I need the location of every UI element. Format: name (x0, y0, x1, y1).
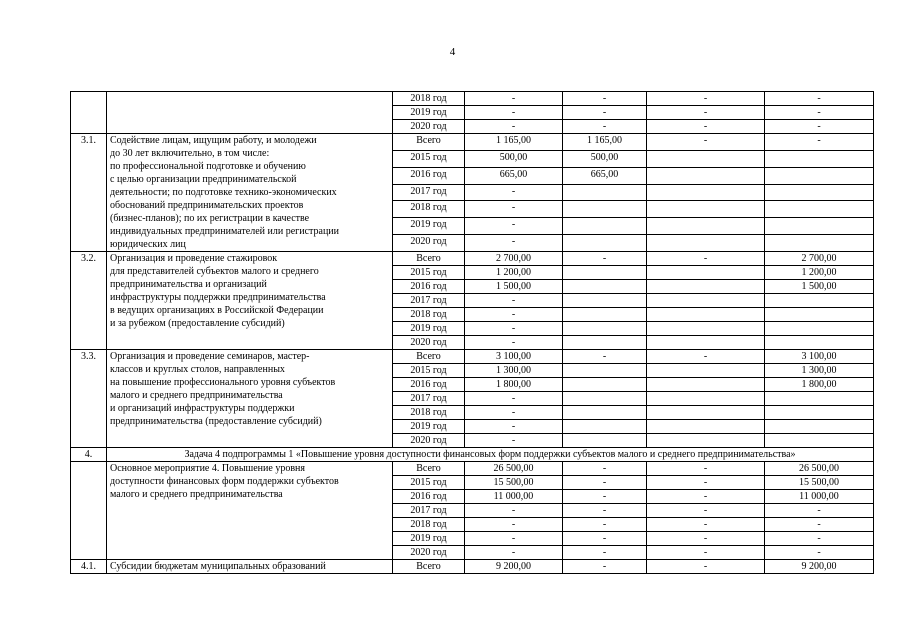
regional-cell (647, 406, 765, 420)
table-row (71, 350, 874, 364)
federal-cell (563, 378, 647, 392)
total-cell: - (465, 434, 563, 448)
other-cell (765, 167, 874, 184)
other-cell (765, 235, 874, 252)
year-cell: 2016 год (393, 490, 465, 504)
federal-cell: - (563, 462, 647, 476)
row-number (71, 92, 107, 134)
federal-cell (563, 364, 647, 378)
total-cell: - (465, 120, 563, 134)
other-cell (765, 392, 874, 406)
regional-cell: - (647, 252, 765, 266)
year-cell: 2015 год (393, 364, 465, 378)
regional-cell: - (647, 462, 765, 476)
description-line: обоснований предпринимательских проектов (110, 200, 304, 211)
regional-cell (647, 201, 765, 218)
table-row (71, 252, 874, 266)
total-cell: 500,00 (465, 150, 563, 167)
description-line: на повышение профессионального уровня субъектов (110, 377, 336, 388)
total-cell: 1 500,00 (465, 280, 563, 294)
year-cell: Всего (393, 134, 465, 151)
regional-cell: - (647, 532, 765, 546)
other-cell: 26 500,00 (765, 462, 874, 476)
other-cell: - (765, 120, 874, 134)
total-cell: - (465, 336, 563, 350)
total-cell: 665,00 (465, 167, 563, 184)
row-number: 3.3. (71, 350, 107, 448)
total-cell: 9 200,00 (465, 560, 563, 574)
other-cell (765, 336, 874, 350)
regional-cell (647, 294, 765, 308)
federal-cell: - (563, 560, 647, 574)
description-line: по профессиональной подготовке и обучению (110, 161, 306, 172)
total-cell: 1 800,00 (465, 378, 563, 392)
year-cell: 2019 год (393, 420, 465, 434)
total-cell: - (465, 218, 563, 235)
total-cell: - (465, 106, 563, 120)
other-cell: 1 300,00 (765, 364, 874, 378)
other-cell: - (765, 106, 874, 120)
federal-cell: - (563, 532, 647, 546)
federal-cell (563, 218, 647, 235)
regional-cell: - (647, 92, 765, 106)
description-line: Основное мероприятие 4. Повышение уровня (110, 463, 305, 474)
year-cell: 2020 год (393, 434, 465, 448)
description-line: малого и среднего предпринимательства (110, 489, 283, 500)
year-cell: 2015 год (393, 150, 465, 167)
other-cell: 1 800,00 (765, 378, 874, 392)
total-cell: - (465, 546, 563, 560)
other-cell: 11 000,00 (765, 490, 874, 504)
federal-cell: - (563, 490, 647, 504)
other-cell: - (765, 504, 874, 518)
total-cell: - (465, 235, 563, 252)
description-line: доступности финансовых форм поддержки субъектов (110, 476, 339, 487)
table-row (71, 448, 874, 462)
regional-cell (647, 308, 765, 322)
task-heading: Задача 4 подпрограммы 1 «Повышение уровня доступности финансовых форм поддержки субъектов малого и среднего предпринимательства» (107, 448, 874, 462)
total-cell: - (465, 184, 563, 201)
other-cell: 2 700,00 (765, 252, 874, 266)
federal-cell (563, 336, 647, 350)
other-cell (765, 150, 874, 167)
page-number: 4 (449, 46, 456, 58)
year-cell: 2018 год (393, 201, 465, 218)
row-number: 4.1. (71, 560, 107, 574)
federal-cell: - (563, 546, 647, 560)
description-line: юридических лиц (110, 239, 186, 250)
description-line: инфраструктуры поддержки предпринимательства (110, 292, 326, 303)
regional-cell (647, 364, 765, 378)
total-cell: 1 300,00 (465, 364, 563, 378)
year-cell: 2017 год (393, 294, 465, 308)
federal-cell: - (563, 106, 647, 120)
year-cell: 2018 год (393, 308, 465, 322)
row-number: 3.1. (71, 134, 107, 252)
year-cell: 2019 год (393, 532, 465, 546)
year-cell: 2020 год (393, 546, 465, 560)
federal-cell (563, 392, 647, 406)
other-cell (765, 294, 874, 308)
year-cell: 2016 год (393, 378, 465, 392)
description-line: и организаций инфраструктуры поддержки (110, 403, 295, 414)
federal-cell: - (563, 350, 647, 364)
total-cell: - (465, 532, 563, 546)
year-cell: 2016 год (393, 280, 465, 294)
year-cell: 2019 год (393, 218, 465, 235)
other-cell: 1 500,00 (765, 280, 874, 294)
total-cell: 15 500,00 (465, 476, 563, 490)
other-cell (765, 184, 874, 201)
description-line: Субсидии бюджетам муниципальных образований (110, 561, 326, 572)
regional-cell (647, 322, 765, 336)
description-line: в ведущих организациях в Российской Федерации (110, 305, 324, 316)
federal-cell: - (563, 252, 647, 266)
description-line: деятельности; по подготовке технико-экономических (110, 187, 337, 198)
federal-cell: - (563, 518, 647, 532)
year-cell: 2017 год (393, 184, 465, 201)
regional-cell: - (647, 490, 765, 504)
row-description (107, 350, 393, 448)
year-cell: Всего (393, 560, 465, 574)
year-cell: 2015 год (393, 476, 465, 490)
regional-cell (647, 420, 765, 434)
regional-cell: - (647, 106, 765, 120)
regional-cell (647, 235, 765, 252)
regional-cell: - (647, 560, 765, 574)
year-cell: 2018 год (393, 92, 465, 106)
year-cell: Всего (393, 350, 465, 364)
year-cell: 2015 год (393, 266, 465, 280)
total-cell: 1 200,00 (465, 266, 563, 280)
description-line: (бизнес-планов); по их регистрации в качестве (110, 213, 310, 224)
description-line: классов и круглых столов, направленных (110, 364, 285, 375)
regional-cell: - (647, 120, 765, 134)
other-cell: - (765, 532, 874, 546)
total-cell: - (465, 322, 563, 336)
federal-cell (563, 420, 647, 434)
description-line: малого и среднего предпринимательства (110, 390, 283, 401)
other-cell: 1 200,00 (765, 266, 874, 280)
table-row (71, 462, 874, 476)
other-cell: 15 500,00 (765, 476, 874, 490)
year-cell: 2016 год (393, 167, 465, 184)
regional-cell: - (647, 546, 765, 560)
regional-cell (647, 184, 765, 201)
year-cell: Всего (393, 462, 465, 476)
description-line: до 30 лет включительно, в том числе: (110, 148, 270, 159)
other-cell: - (765, 546, 874, 560)
other-cell (765, 406, 874, 420)
description-line: предпринимательства (предоставление субсидий) (110, 416, 322, 427)
total-cell: 3 100,00 (465, 350, 563, 364)
total-cell: - (465, 420, 563, 434)
federal-cell (563, 280, 647, 294)
description-line: индивидуальных предпринимателей или регистрации (110, 226, 340, 237)
year-cell: 2019 год (393, 106, 465, 120)
regional-cell (647, 434, 765, 448)
regional-cell (647, 218, 765, 235)
regional-cell: - (647, 134, 765, 151)
regional-cell (647, 336, 765, 350)
description-line: с целью организации предпринимательской (110, 174, 297, 185)
row-description (107, 92, 393, 134)
federal-cell: - (563, 476, 647, 490)
table-row (71, 134, 874, 151)
description-line: и за рубежом (предоставление субсидий) (110, 318, 285, 329)
description-line: Содействие лицам, ищущим работу, и молодежи (110, 135, 317, 146)
description-line: предпринимательства и организаций (110, 279, 267, 290)
row-number: 3.2. (71, 252, 107, 350)
total-cell: - (465, 518, 563, 532)
total-cell: 11 000,00 (465, 490, 563, 504)
table-row (71, 560, 874, 574)
year-cell: 2018 год (393, 406, 465, 420)
budget-table (70, 91, 874, 574)
regional-cell: - (647, 504, 765, 518)
total-cell: 2 700,00 (465, 252, 563, 266)
total-cell: 26 500,00 (465, 462, 563, 476)
federal-cell (563, 308, 647, 322)
other-cell: - (765, 92, 874, 106)
row-number (71, 462, 107, 560)
other-cell (765, 420, 874, 434)
regional-cell (647, 150, 765, 167)
year-cell: 2017 год (393, 504, 465, 518)
other-cell (765, 322, 874, 336)
regional-cell: - (647, 476, 765, 490)
other-cell (765, 308, 874, 322)
regional-cell (647, 266, 765, 280)
year-cell: 2019 год (393, 322, 465, 336)
federal-cell (563, 322, 647, 336)
other-cell (765, 201, 874, 218)
table-row (71, 92, 874, 106)
total-cell: - (465, 504, 563, 518)
year-cell: Всего (393, 252, 465, 266)
total-cell: - (465, 392, 563, 406)
total-cell: - (465, 294, 563, 308)
year-cell: 2020 год (393, 235, 465, 252)
description-line: Организация и проведение стажировок (110, 253, 278, 264)
federal-cell: - (563, 92, 647, 106)
row-description (107, 560, 393, 574)
federal-cell (563, 201, 647, 218)
federal-cell (563, 294, 647, 308)
federal-cell (563, 434, 647, 448)
regional-cell (647, 378, 765, 392)
total-cell: - (465, 308, 563, 322)
federal-cell: - (563, 504, 647, 518)
other-cell: - (765, 134, 874, 151)
row-number: 4. (71, 448, 107, 462)
other-cell (765, 434, 874, 448)
description-line: для представителей субъектов малого и среднего (110, 266, 319, 277)
federal-cell (563, 406, 647, 420)
federal-cell: - (563, 120, 647, 134)
other-cell: 3 100,00 (765, 350, 874, 364)
other-cell: - (765, 518, 874, 532)
total-cell: - (465, 201, 563, 218)
regional-cell (647, 280, 765, 294)
other-cell: 9 200,00 (765, 560, 874, 574)
row-description (107, 252, 393, 350)
total-cell: - (465, 92, 563, 106)
federal-cell: 1 165,00 (563, 134, 647, 151)
year-cell: 2018 год (393, 518, 465, 532)
regional-cell (647, 392, 765, 406)
total-cell: 1 165,00 (465, 134, 563, 151)
regional-cell: - (647, 518, 765, 532)
regional-cell: - (647, 350, 765, 364)
other-cell (765, 218, 874, 235)
total-cell: - (465, 406, 563, 420)
federal-cell: 665,00 (563, 167, 647, 184)
year-cell: 2020 год (393, 120, 465, 134)
row-description (107, 134, 393, 252)
row-description (107, 462, 393, 560)
federal-cell (563, 235, 647, 252)
regional-cell (647, 167, 765, 184)
year-cell: 2020 год (393, 336, 465, 350)
federal-cell (563, 184, 647, 201)
description-line: Организация и проведение семинаров, мастер- (110, 351, 310, 362)
federal-cell (563, 266, 647, 280)
federal-cell: 500,00 (563, 150, 647, 167)
year-cell: 2017 год (393, 392, 465, 406)
